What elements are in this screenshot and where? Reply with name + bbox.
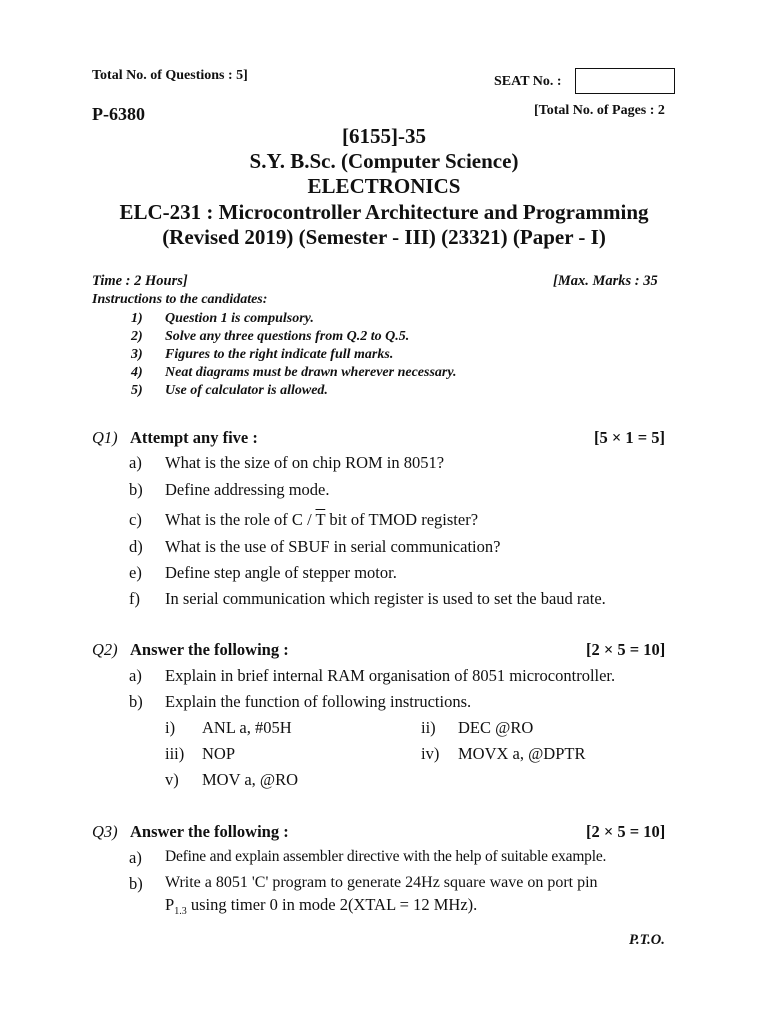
q2-item-label: a) — [129, 666, 142, 685]
q1-item-text: What is the size of on chip ROM in 8051? — [165, 453, 445, 472]
q1-item-text: Define addressing mode. — [165, 480, 330, 499]
course-name: S.Y. B.Sc. (Computer Science) — [249, 149, 519, 173]
port-pin-subscript: 1.3 — [174, 906, 187, 917]
q2-sub-label: iii) — [165, 744, 185, 763]
counter-timer-c: C — [291, 510, 303, 529]
exam-code: [6155]-35 — [342, 124, 426, 148]
q2-item-text: Explain the function of following instructions. — [165, 692, 472, 711]
q2-item-label: b) — [129, 692, 143, 711]
instruction-text: Figures to the right indicate full marks. — [165, 347, 394, 362]
counter-timer-t-bar: $\overline{T}$ — [315, 510, 326, 529]
q2-number: Q2) — [92, 640, 118, 659]
q2-sub-text: MOVX a, @DPTR — [458, 744, 586, 763]
instruction-item: 1) — [131, 311, 143, 326]
q2-marks: [2 × 5 = 10] — [586, 640, 666, 659]
instruction-item: 5) — [131, 383, 143, 398]
q1-item-text: In serial communication which register is used to set the baud rate. — [165, 589, 606, 608]
seat-number-label: SEAT No. : — [494, 74, 562, 89]
total-pages: [Total No. of Pages : 2 — [534, 103, 665, 118]
instruction-text: Use of calculator is allowed. — [165, 383, 328, 398]
q1-item-label: a) — [129, 453, 142, 472]
exam-time: Time : 2 Hours] — [92, 273, 188, 289]
instruction-text: Question 1 is compulsory. — [165, 311, 314, 326]
instruction-item: 2) — [131, 329, 143, 344]
paper-details: (Revised 2019) (Semester - III) (23321) (Paper - I) — [162, 225, 606, 249]
subject-name: ELECTRONICS — [307, 174, 461, 198]
q2-sub-text: ANL a, #05H — [202, 718, 292, 737]
q1-item-label: d) — [129, 537, 143, 556]
q1-title: Attempt any five : — [130, 428, 258, 447]
q3-item-text: Define and explain assembler directive with the help of suitable example. — [165, 848, 607, 865]
q2-sub-label: ii) — [421, 718, 436, 737]
instruction-text: Solve any three questions from Q.2 to Q.5. — [165, 329, 410, 344]
q1-item-text: What is the use of SBUF in serial communication? — [165, 537, 501, 556]
port-pin: P — [165, 895, 175, 914]
q2-title: Answer the following : — [130, 640, 289, 659]
instructions-heading: Instructions to the candidates: — [92, 292, 268, 307]
q2-item-text: Explain in brief internal RAM organisation of 8051 microcontroller. — [165, 666, 616, 685]
q2-sub-text: DEC @RO — [458, 718, 534, 737]
q3-b-line2: using timer 0 in mode 2(XTAL = 12 MHz). — [186, 895, 478, 914]
total-questions: Total No. of Questions : 5] — [92, 68, 248, 83]
q3-title: Answer the following : — [130, 822, 289, 841]
q1-item-text: Define step angle of stepper motor. — [165, 563, 397, 582]
max-marks: [Max. Marks : 35 — [553, 273, 658, 289]
instruction-text: Neat diagrams must be drawn wherever necessary. — [165, 365, 457, 380]
q2-sub-label: iv) — [421, 744, 440, 763]
q1-item-label: f) — [129, 589, 140, 608]
q3-item-text: Write a 8051 'C' program to generate 24Hz square wave on port pin — [165, 874, 598, 891]
counter-timer-slash: / — [302, 510, 316, 529]
instruction-item: 4) — [131, 365, 143, 380]
page-turn-over: P.T.O. — [629, 932, 665, 948]
q1-item-label: e) — [129, 563, 142, 582]
q1-c-pre: What is the role of — [165, 510, 292, 529]
q3-item-text-cont — [165, 895, 477, 917]
paper-title: ELC-231 : Microcontroller Architecture and Programming — [119, 200, 649, 224]
q2-sub-text: NOP — [202, 744, 236, 763]
q3-number: Q3) — [92, 822, 118, 841]
q2-sub-label: v) — [165, 770, 179, 789]
q1-item-label: b) — [129, 480, 143, 499]
q2-sub-text: MOV a, @RO — [202, 770, 299, 789]
q1-number: Q1) — [92, 428, 118, 447]
q1-marks: [5 × 1 = 5] — [594, 428, 666, 447]
instruction-item: 3) — [131, 347, 143, 362]
seat-number-box[interactable] — [575, 68, 675, 94]
q1-item-text — [165, 510, 478, 530]
paper-code: P-6380 — [92, 104, 145, 124]
q2-sub-label: i) — [165, 718, 176, 737]
q3-item-label: a) — [129, 848, 142, 867]
q3-marks: [2 × 5 = 10] — [586, 822, 666, 841]
q3-item-label: b) — [129, 874, 143, 893]
q1-item-label: c) — [129, 510, 142, 529]
q1-c-post: bit of TMOD register? — [325, 510, 479, 529]
